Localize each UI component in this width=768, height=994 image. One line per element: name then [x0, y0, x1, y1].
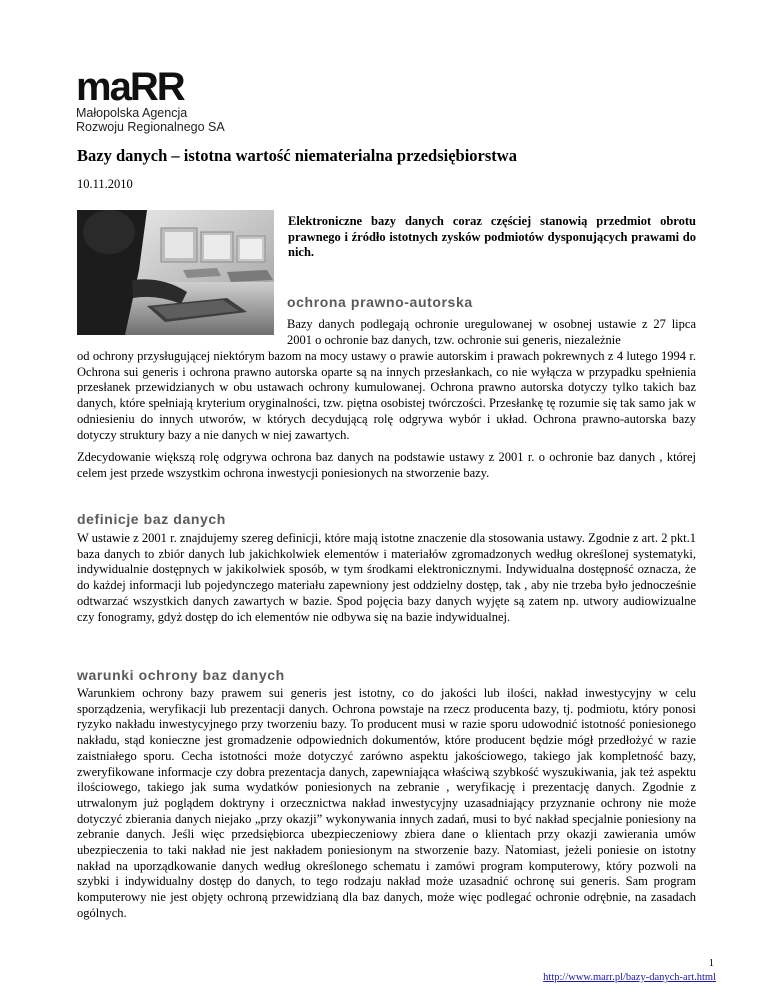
- article-title: Bazy danych – istotna wartość niematerialna przedsiębiorstwa: [77, 146, 517, 165]
- office-computers-image: [77, 210, 274, 335]
- section2-paragraph1: W ustawie z 2001 r. znajdujemy szereg definicji, które mają istotne znaczenie dla stosowania ustawy. Zgodnie z art. 2 pkt.1 baza danych to zbiór danych lub jakichkolwiek elementów i materiałów zgromadzonych według określonej systematyki, indywidualnie dostępnych w jakikolwiek sposób, w tym środkami elektronicznymi. Indywidualna dostępność oznacza, że do każdej informacji lub pojedynczego materiału zapewniony jest oddzielny dostęp, tak , aby nie trzeba było jednocześnie odtwarzać wszystkich danych zawartych w bazie. Spod pojęcia bazy danych wyjęte są zatem np. utwory audiowizualne czy fonogramy, gdyż dostęp do ich elementów nie odbywa się na bazie indywidualnej.: [77, 531, 696, 624]
- section1-paragraph1-rest: od ochrony przysługującej niektórym bazom na mocy ustawy o prawie autorskim i prawach pokrewnych z 4 lutego 1994 r. Ochrona sui generis i ochrona prawno autorska oparte są na innych przesłankach, co nie wyłącza w przypadku spełnienia przesłanek przewidzianych w obu ustawach ochrony kumulowanej. Ochrona prawno autorska dotyczy tylko takich baz danych, które spełniają kryterium oryginalności, tzw. piętna osobistej twórczości. Przesłankę tę rozumie się tak samo jak w odniesieniu do innych utworów, w których decydującą rolę odgrywa wybór i układ. Ochrona prawno-autorska bazy dotyczy struktury bazy a nie danych w niej zawartych.: [77, 349, 696, 442]
- page-number: 1: [708, 958, 714, 969]
- section-heading-definitions: definicje baz danych: [77, 511, 226, 527]
- logo-wordmark-part1: ma: [76, 65, 130, 109]
- section1-paragraph2: Zdecydowanie większą rolę odgrywa ochrona baz danych na podstawie ustawy z 2001 r. o ochronie baz danych , której celem jest przede wszystkim ochrona inwestycji poniesionych na stworzenie bazy.: [77, 450, 696, 480]
- section-heading-conditions: warunki ochrony baz danych: [77, 667, 285, 683]
- article-lead: Elektroniczne bazy danych coraz częściej stanowią przedmiot obrotu prawnego i źródło istotnych zysków podmiotów dysponujących prawami do nich.: [288, 214, 696, 259]
- section1-paragraph1-start: Bazy danych podlegają ochronie uregulowanej w osobnej ustawie z 27 lipca 2001 o ochronie baz danych, tzw. ochronie sui generis, niezależnie: [287, 317, 696, 347]
- article-photo: [77, 210, 274, 335]
- logo-wordmark-part2: RR: [129, 65, 184, 109]
- article-date: 10.11.2010: [77, 177, 133, 191]
- logo-agency-line1: Małopolska Agencja: [76, 106, 188, 120]
- marr-logo: [76, 65, 236, 134]
- section-heading-copyright: ochrona prawno-autorska: [287, 294, 473, 310]
- section3-paragraph1: Warunkiem ochrony bazy prawem sui generis jest istotny, co do jakości lub ilości, nakład inwestycyjny w celu sporządzenia, weryfikacji lub prezentacji danych. Ochrona powstaje na rzecz producenta bazy, tj. podmiotu, który ponosi ryzyko nakładu inwestycyjnego przy tworzeniu bazy. To producent musi w razie sporu udowodnić istotność poniesionego nakładu, stąd konieczne jest gromadzenie odpowiednich dokumentów, które producent będzie mógł przedłożyć w razie zaistniałego sporu. Cecha istotności może dotyczyć zarówno aspektu jakościowego, takiego jak kompletność bazy, zweryfikowane informacje czy dobra prezentacja danych, zapewniająca właściwą szybkość wyszukiwania, jak też aspektu ilościowego, takiego jak suma wydatków poniesionych na zebranie , weryfikację i prezentację danych. Zgodnie z utrwalonym już poglądem doktryny i orzecznictwa nakład inwestycyjny uzasadniający przyznanie ochrony nie może dotyczyć zbierania danych niejako „przy okazji” wykonywania innych zadań, musi to być nakład specjalnie poniesiony na zebranie danych. Jeśli więc przedsiębiorca ubezpieczeniowy zbiera dane o klientach przy okazji zawierania umów ubezpieczenia to taki nakład nie jest nakładem poniesionym na stworzenie bazy. Natomiast, jeżeli poniesie on istotny nakład na uporządkowanie danych według określonego schematu i zamówi program komputerowy, który pozwoli na szybki i indywidualny dostęp do danych, to tego rodzaju nakład może uzasadnić ochronę sui generis. Sam program komputerowy nie jest objęty ochroną przewidzianą dla baz danych, może więc podlegać ochronie odrębnie, na zasadach ogólnych.: [77, 686, 696, 920]
- footer-url-link[interactable]: http://www.marr.pl/bazy-danych-art.html: [543, 972, 716, 983]
- logo-agency-line2: Rozwoju Regionalnego SA: [76, 120, 225, 134]
- logo-wordmark: [76, 65, 236, 109]
